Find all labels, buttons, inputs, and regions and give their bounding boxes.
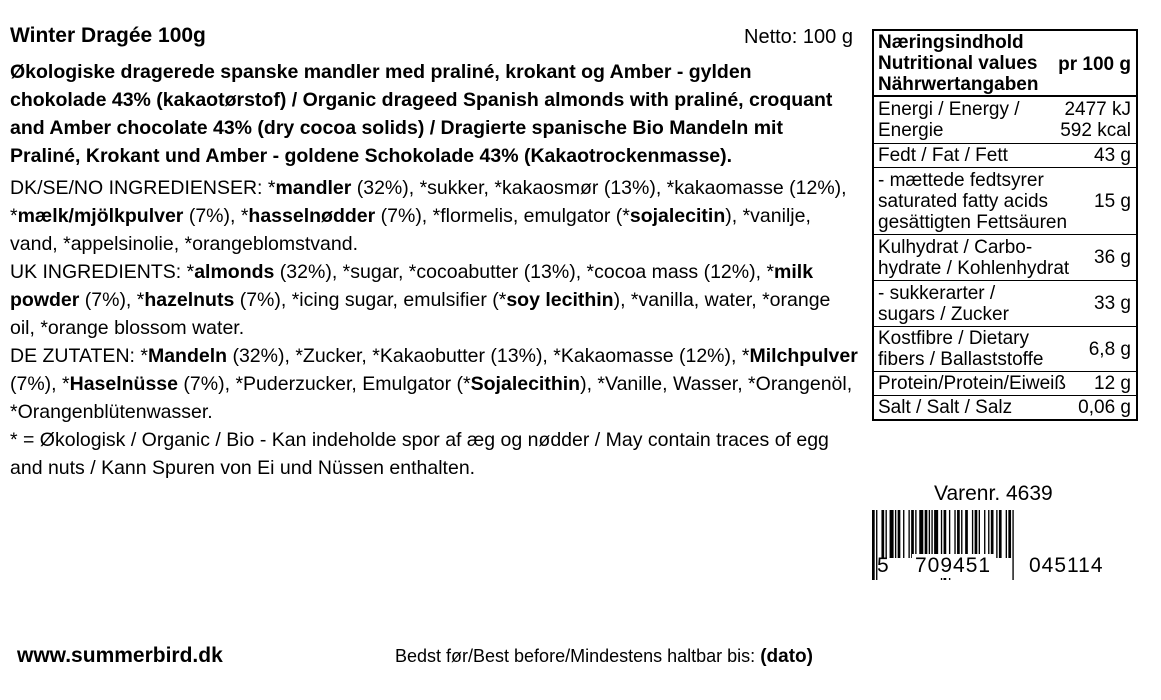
barcode-bar (1008, 510, 1011, 558)
barcode-bar (886, 510, 887, 558)
allergen-note: * = Økologisk / Organic / Bio - Kan indeholde spor af æg og nødder / May contain traces of egg and nuts / Kann Spuren von Ei und Nüssen enthalten. (10, 429, 829, 479)
ingredient-text: (32%), *sukker, *kakaosmør (13%), *kakaomasse (12%), * (10, 177, 847, 227)
nutrition-value: 0,06 g (1078, 397, 1131, 418)
allergen-term: hazelnuts (144, 289, 235, 311)
best-before-label: Bedst før/Best before/Mindestens haltbar bis: (395, 646, 756, 666)
ingredients-de (10, 342, 860, 426)
product-description: Økologiske dragerede spanske mandler med praliné, krokant og Amber - gylden chokolade 43% (kakaotørstof) / Organic drageed Spanish almonds with praliné, croquant and Amber chocolate 43% (dry cocoa solids) / Dragierte spanische Bio Mandeln mit Praliné, Krokant und Amber - goldene Schokolade 43% (Kakaotrockenmasse). (10, 61, 833, 167)
allergen-term: hasselnødder (248, 205, 376, 227)
allergen-term: sojalecitin (629, 205, 726, 227)
nutrition-heading-dk: Næringsindhold (878, 32, 1024, 53)
nutrition-value: 15 g (1094, 190, 1131, 212)
barcode-bar (954, 510, 955, 558)
barcode-bar (890, 510, 894, 558)
ingredient-text: (7%), *Puderzucker, Emulgator (* (178, 373, 471, 395)
nutrition-row (874, 371, 1136, 395)
allergen-term: Haselnüsse (69, 373, 179, 395)
barcode-bar (925, 510, 928, 558)
nutrition-label: Kulhydrat / Carbo- hydrate / Kohlenhydrat (878, 236, 1070, 279)
nutrition-value: 43 g (1094, 145, 1131, 166)
allergen-term: almonds (194, 261, 275, 283)
ean-right-group: 045114 (1026, 554, 1107, 578)
ingredient-text: UK INGREDIENTS: * (10, 261, 195, 283)
ingredients-dk (10, 174, 860, 258)
nutrition-heading (874, 31, 1136, 97)
nutrition-row (874, 280, 1136, 326)
nutrition-table (872, 29, 1138, 421)
barcode-bar (991, 510, 994, 558)
ingredient-text: (7%), *icing sugar, emulsifier (* (234, 289, 507, 311)
ean-left-group: 709451 (912, 554, 994, 578)
allergen-term: mælk/mjölkpulver (17, 205, 184, 227)
nutrition-label: Protein/Protein/Eiweiß (878, 373, 1066, 394)
nutrition-label: Fedt / Fat / Fett (878, 145, 1008, 166)
nutrition-value: 6,8 g (1088, 338, 1131, 360)
nutrition-label: Energi / Energy / Energie (878, 99, 1020, 141)
best-before (395, 646, 813, 668)
nutrition-row (874, 97, 1136, 143)
best-before-date: (dato) (760, 646, 813, 667)
nutrition-row (874, 143, 1136, 167)
nutrition-label: Kostfibre / Dietary fibers / Ballaststoffe (878, 328, 1044, 370)
barcode-bar (965, 510, 968, 558)
barcode-bar (1006, 510, 1007, 558)
barcode-bar (919, 510, 923, 558)
allergen-term: Mandeln (147, 345, 228, 367)
barcode-bar (934, 510, 938, 558)
ingredient-text: (7%), *flormelis, emulgator (* (375, 205, 630, 227)
barcode-bar (975, 510, 978, 558)
nutrition-per-100g: pr 100 g (1058, 54, 1131, 75)
nutrition-row (874, 234, 1136, 280)
nutrition-row (874, 326, 1136, 371)
barcode-bar (881, 510, 884, 558)
ingredient-text: DK/SE/NO INGREDIENSER: * (10, 177, 276, 199)
barcode-bar (1012, 510, 1013, 580)
barcode-bar (908, 510, 909, 558)
barcode-bar (996, 510, 997, 558)
nutrition-row (874, 167, 1136, 234)
barcode-bar (895, 510, 896, 558)
allergen-term: milk powder (10, 261, 814, 311)
nutrition-label: - sukkerarter / sugars / Zucker (878, 282, 1009, 325)
nutrition-row (874, 395, 1136, 419)
ingredient-text: (32%), *sugar, *cocoabutter (13%), *cocoa mass (12%), * (274, 261, 775, 283)
barcode-bar (979, 510, 980, 558)
allergen-term: Sojalecithin (470, 373, 581, 395)
net-weight: Netto: 100 g (744, 26, 853, 48)
barcode-bar (931, 510, 932, 558)
ingredient-text: ), *vanilla, water, *orange oil, *orange blossom water. (10, 289, 831, 339)
barcode-bar (972, 510, 973, 558)
barcode-bar (911, 510, 914, 558)
nutrition-value: 36 g (1094, 247, 1131, 268)
allergen-term: soy lecithin (506, 289, 614, 311)
barcode-bar (999, 510, 1002, 558)
barcode-bar (872, 510, 875, 580)
nutrition-heading-de: Nährwertangaben (878, 74, 1039, 95)
ingredients-uk (10, 258, 860, 342)
nutrition-label: - mættede fedtsyrer saturated fatty acids gesättigten Fettsäuren (878, 169, 1068, 233)
product-title: Winter Dragée 100g (10, 24, 206, 47)
ingredient-text: (7%), * (79, 289, 145, 311)
ingredient-text: (7%), * (10, 373, 70, 395)
ean-first-digit: 5 (877, 554, 889, 577)
nutrition-value: 33 g (1094, 293, 1131, 314)
allergen-term: Milchpulver (749, 345, 858, 367)
item-number: Varenr. 4639 (934, 482, 1053, 505)
barcode-bar (957, 510, 960, 558)
ingredient-text: (7%), * (183, 205, 249, 227)
allergen-term: mandler (275, 177, 352, 199)
barcode-bar (903, 510, 904, 558)
nutrition-heading-en: Nutritional values (878, 53, 1038, 74)
nutrition-rows (874, 97, 1136, 419)
nutrition-label: Salt / Salt / Salz (878, 397, 1013, 418)
website: www.summerbird.dk (17, 644, 223, 667)
nutrition-value: 2477 kJ 592 kcal (1060, 99, 1131, 141)
ingredient-text: ), *Vanille, Wasser, *Orangenöl, *Orangenblütenwasser. (10, 373, 853, 423)
barcode-bar (915, 510, 916, 558)
barcode-bar (961, 510, 962, 558)
barcode-bar (898, 510, 901, 558)
nutrition-value: 12 g (1094, 373, 1131, 394)
ingredient-text: ), *vanilje, vand, *appelsinolie, *orangeblomstvand. (10, 205, 811, 255)
barcode-bar (984, 510, 985, 558)
barcode-bar (988, 510, 989, 558)
ingredient-text: (32%), *Zucker, *Kakaobutter (13%), *Kakaomasse (12%), * (227, 345, 750, 367)
barcode-bar (929, 510, 930, 558)
ingredient-text: DE ZUTATEN: * (10, 345, 148, 367)
